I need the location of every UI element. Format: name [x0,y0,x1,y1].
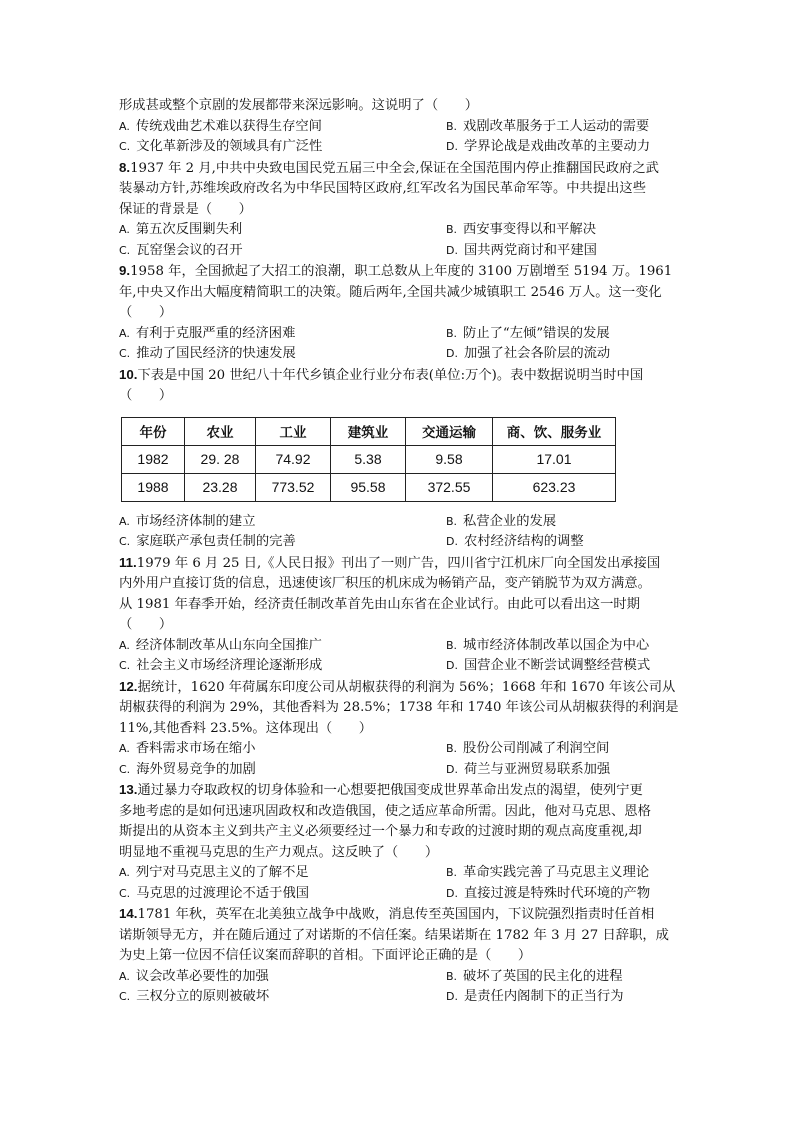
option-text: 市场经济体制的建立 [135,513,256,529]
table-header-row [122,417,616,445]
option-c[interactable] [119,987,446,1008]
question-stem-line: （ ） [119,388,173,403]
options-row [119,863,689,884]
option-label: A. [119,514,130,528]
option-label: C. [119,347,131,360]
option-label: B. [446,223,458,236]
option-d[interactable] [446,137,689,158]
option-a[interactable] [119,324,446,345]
options-row [119,137,689,158]
option-c[interactable] [119,656,446,677]
stem-text: 据统计，1620 年荷属东印度公司从胡椒获得的利润为 56%；1668 年和 1670 年该公司从 [137,679,676,695]
option-label: B. [446,514,458,528]
option-label: C. [119,659,131,672]
option-d[interactable] [446,987,689,1008]
question-stem-line: 内外用户直接订货的信息，迅速使该厂积压的机床成为畅销产品，变产销脱节为双方满意。 [119,576,651,591]
table-cell: 9.58 [406,445,493,473]
question-stem-line: 诺斯领导无方，并在随后通过了对诺斯的不信任案。结果诺斯在 1782 年 3 月 27 日辞职，成 [119,927,669,943]
option-text: 国共两党商讨和平建国 [463,242,597,258]
table-cell: 623.23 [493,473,616,501]
options-row [119,884,689,905]
option-label: C. [119,886,131,900]
exam-page [119,96,689,1008]
option-label: D. [446,535,458,548]
table-header-cell: 建筑业 [331,417,406,445]
options-row [119,739,689,760]
option-text: 议会改革必要性的加强 [135,968,269,984]
question-number: 8. [119,159,131,175]
question-number: 9. [119,263,131,278]
option-d[interactable] [446,241,689,262]
option-label: B. [446,119,458,133]
option-a[interactable] [119,636,446,657]
option-label: A. [119,969,130,983]
question-12 [119,677,689,781]
options-row [119,532,689,553]
question-stem-line [119,158,689,180]
stem-text: 1979 年 6 月 25 日,《人民日报》刊出了一则广告，四川省宁江机床厂向全国发出承接国 [136,555,661,571]
option-label: D. [446,243,458,257]
option-label: C. [119,762,131,776]
option-text: 破坏了英国的民主化的进程 [463,968,623,984]
question-10 [119,365,689,553]
option-text: 城市经济体制改革以国企为中心 [463,637,650,653]
question-stem-line [119,365,689,387]
option-label: D. [446,886,458,900]
question-stem-line [119,780,689,802]
table-header-cell: 年份 [122,417,185,445]
table-header-cell: 商、饮、服务业 [493,417,616,445]
option-b[interactable] [446,324,689,345]
option-text: 西安事变得以和平解决 [463,222,597,237]
question-8 [119,158,689,262]
table-cell: 5.38 [331,445,406,473]
option-text: 防止了“左倾”错误的发展 [463,325,610,341]
option-label: C. [119,243,131,257]
question-stem-line: 为史上第一位因不信任议案而辞职的首相。下面评论正确的是（ ） [119,948,532,963]
options-row [119,117,689,138]
option-label: A. [119,326,130,340]
question-stem-line: 明显地不重视马克思的生产力观点。这反映了（ ） [119,844,439,860]
table-cell: 1982 [122,445,185,473]
question-stem-line [119,677,689,699]
option-c[interactable] [119,532,446,553]
option-text: 马克思的过渡理论不适于俄国 [136,885,310,901]
option-c[interactable] [119,344,446,365]
table-cell: 95.58 [331,473,406,501]
question-number: 10. [119,366,138,382]
option-text: 国营企业不断尝试调整经营模式 [463,658,651,673]
option-text: 三权分立的原则被破坏 [136,989,270,1004]
option-text: 有利于克服严重的经济困难 [135,325,296,341]
options-row [119,987,689,1008]
option-text: 私营企业的发展 [463,513,557,529]
question-stem-line: （ ） [119,305,173,320]
option-label: A. [119,119,130,133]
option-a[interactable] [119,512,446,533]
question-stem-line [119,261,689,283]
option-text: 是责任内阁制下的正当行为 [463,989,624,1004]
option-text: 瓦窑堡会议的召开 [136,242,243,258]
option-text: 列宁对马克思主义的了解不足 [135,865,309,880]
option-label: B. [446,742,458,755]
question-stem-line: 多地考虑的是如何迅速巩固政权和改造俄国，使之适应革命所需。因此，他对马克思、恩格 [119,803,651,819]
stem-text: 通过暴力夺取政权的切身体验和一心想要把俄国变成世界革命出发点的渴望，使列宁更 [137,783,643,798]
industry-distribution-table [121,417,616,502]
question-7-tail [119,96,689,158]
option-label: D. [446,990,458,1003]
options-row [119,512,689,533]
option-b[interactable] [446,117,689,138]
question-stem-line: 年,中央又作出大幅度精简职工的决策。随后两年,全国共减少城镇职工 2546 万人。这一变化 [119,284,662,300]
option-d[interactable] [446,760,689,781]
option-d[interactable] [446,884,689,905]
option-c[interactable] [119,241,446,262]
table-header-cell: 交通运输 [406,417,493,445]
question-9 [119,261,689,365]
option-c[interactable] [119,884,446,905]
table-row [122,473,616,501]
options-row [119,636,689,657]
option-label: B. [446,969,458,983]
option-b[interactable] [446,739,689,760]
table-cell: 372.55 [406,473,493,501]
stem-text: 下表是中国 20 世纪八十年代乡镇企业行业分布表(单位:万个)。表中数据说明当时中国 [137,367,644,383]
option-d[interactable] [446,344,689,365]
option-d[interactable] [446,532,689,553]
option-b[interactable] [446,636,689,657]
table-header-cell: 工业 [256,417,331,445]
table-header-cell: 农业 [185,417,256,445]
table-cell: 773.52 [256,473,331,501]
option-text: 荷兰与亚洲贸易联系加强 [463,761,611,777]
question-11 [119,553,689,677]
question-stem-line: 形成甚或整个京剧的发展都带来深远影响。这说明了（ ） [119,98,479,113]
question-number: 13. [119,782,138,797]
table-cell: 74.92 [256,445,331,473]
question-stem-line: 11%,其他香料 23.5%。这体现出（ ） [119,720,373,736]
question-number: 12. [119,678,138,694]
option-c[interactable] [119,760,446,781]
option-label: A. [119,866,130,879]
option-text: 学界论战是戏曲改革的主要动力 [463,139,651,154]
option-b[interactable] [446,512,689,533]
option-label: C. [119,140,131,153]
question-stem-line: 装暴动方针,苏维埃政府改名为中华民国特区政府,红军改名为国民革命军等。中共提出这些 [119,181,647,196]
question-stem-line [119,553,689,575]
question-number: 14. [119,906,138,921]
option-a[interactable] [119,739,446,760]
question-stem-line: （ ） [119,617,173,632]
option-text: 股份公司削减了利润空间 [463,741,610,756]
option-text: 革命实践完善了马克思主义理论 [463,865,650,880]
option-text: 传统戏曲艺术难以获得生存空间 [135,118,322,134]
option-text: 农村经济结构的调整 [463,534,584,549]
question-number: 11. [119,554,137,570]
options-row [119,241,689,262]
stem-text: 1781 年秋，英军在北美独立战争中战败，消息传至英国国内，下议院强烈指责时任首相 [137,907,655,922]
option-label: D. [446,762,458,776]
table-cell: 29. 28 [185,445,256,473]
stem-text: 1958 年，全国掀起了大招工的浪潮，职工总数从上年度的 3100 万剧增至 5194 万。1961 [130,264,673,279]
option-a[interactable] [119,117,446,138]
options-row [119,324,689,345]
option-text: 家庭联产承包责任制的完善 [136,534,296,549]
option-text: 文化革新涉及的领域具有广泛性 [136,139,323,154]
option-text: 香料需求市场在缩小 [135,741,256,756]
option-b[interactable] [446,967,689,988]
options-row [119,656,689,677]
option-label: B. [446,866,458,879]
option-text: 推动了国民经济的快速发展 [136,346,296,361]
question-14 [119,904,689,1008]
option-text: 戏剧改革服务于工人运动的需要 [463,118,650,134]
option-text: 经济体制改革从山东向全国推广 [135,637,322,653]
option-d[interactable] [446,656,689,677]
option-label: D. [446,659,458,672]
option-a[interactable] [119,967,446,988]
options-row [119,220,689,241]
table-cell: 17.01 [493,445,616,473]
question-stem-line: 从 1981 年春季开始，经济责任制改革首先由山东省在企业试行。由此可以看出这一时期 [119,596,640,612]
option-label: C. [119,990,131,1003]
options-row [119,760,689,781]
table-cell: 23.28 [185,473,256,501]
option-text: 加强了社会各阶层的流动 [463,346,611,361]
option-c[interactable] [119,137,446,158]
options-row [119,344,689,365]
option-label: D. [446,140,458,153]
option-text: 直接过渡是特殊时代环境的产物 [463,885,651,901]
option-text: 第五次反围剿失利 [135,222,243,237]
question-stem-line [119,904,689,926]
option-label: A. [119,638,130,652]
option-a[interactable] [119,863,446,884]
option-label: A. [119,223,130,236]
option-label: A. [119,742,130,755]
question-stem-line: 保证的背景是（ ） [119,201,252,217]
option-b[interactable] [446,220,689,241]
option-label: B. [446,326,458,340]
option-b[interactable] [446,863,689,884]
option-a[interactable] [119,220,446,241]
options-row [119,967,689,988]
option-label: B. [446,638,458,652]
option-label: C. [119,535,131,548]
question-stem-line: 胡椒获得的利润为 29%，其他香料为 28.5%；1738 年和 1740 年该公司从胡椒获得的利润是 [119,700,679,715]
question-13 [119,780,689,904]
option-text: 海外贸易竞争的加剧 [136,761,256,777]
stem-text: 1937 年 2 月,中共中央致电国民党五届三中全会,保证在全国范围内停止推翻国民政府之武 [130,160,659,176]
option-label: D. [446,347,458,360]
table-cell: 1988 [122,473,185,501]
question-stem-line: 斯提出的从资本主义到共产主义必须要经过一个暴力和专政的过渡时期的观点高度重视,却 [119,824,642,839]
table-row [122,445,616,473]
option-text: 社会主义市场经济理论逐渐形成 [136,658,323,673]
